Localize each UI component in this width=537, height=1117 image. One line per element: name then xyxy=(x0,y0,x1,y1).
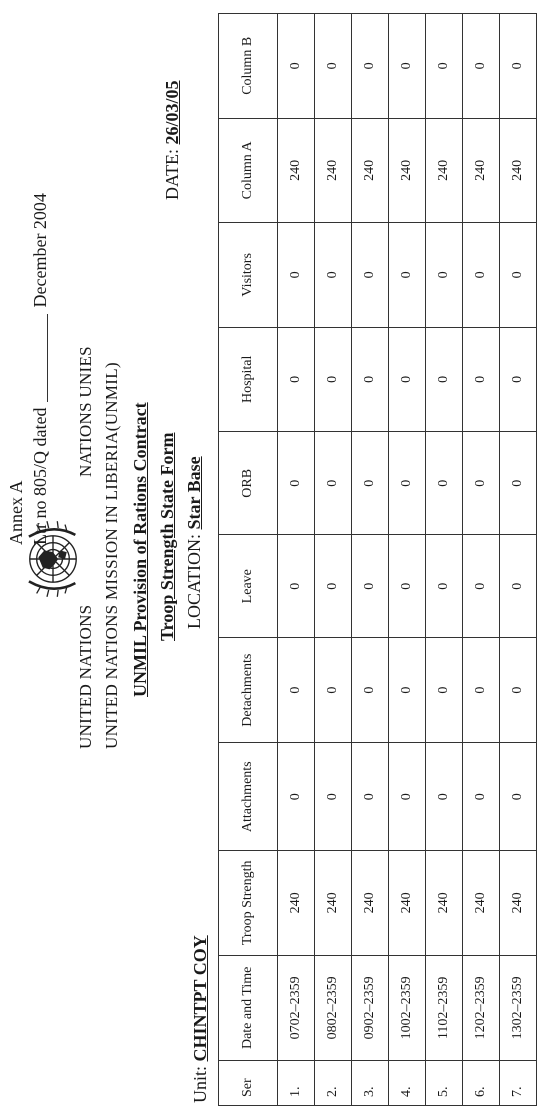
table-cell: 0 xyxy=(389,432,426,535)
table-cell: 240 xyxy=(278,851,315,955)
table-cell: 5. xyxy=(426,1061,463,1106)
column-header: Hospital xyxy=(219,327,278,431)
table-cell: 3. xyxy=(352,1061,389,1106)
table-cell: 0 xyxy=(426,327,463,431)
table-cell: 0 xyxy=(352,535,389,637)
table-cell: 240 xyxy=(500,118,537,222)
table-cell: 0 xyxy=(278,14,315,119)
table-cell: 1102–2359 xyxy=(426,955,463,1061)
table-cell: 0 xyxy=(426,223,463,327)
table-cell: 0 xyxy=(315,535,352,637)
column-header: Detachments xyxy=(219,637,278,743)
table-cell: 0 xyxy=(315,743,352,851)
column-header: Troop Strength xyxy=(219,851,278,955)
org-name-french: NATIONS UNIES xyxy=(76,346,95,477)
table-cell: 0 xyxy=(389,743,426,851)
table-row xyxy=(315,14,352,1106)
table-cell: 0 xyxy=(500,223,537,327)
troop-strength-table xyxy=(218,13,537,1106)
column-header: Visitors xyxy=(219,223,278,327)
table-cell: 0 xyxy=(500,432,537,535)
form-title: Troop Strength State Form xyxy=(157,432,177,641)
table-cell: 0 xyxy=(500,14,537,119)
table-cell: 0 xyxy=(352,743,389,851)
date-label: DATE: xyxy=(162,149,182,200)
table-cell: 0 xyxy=(463,743,500,851)
letter-reference xyxy=(30,193,51,545)
table-row xyxy=(352,14,389,1106)
location-label: LOCATION: xyxy=(184,534,204,629)
table-row xyxy=(500,14,537,1106)
unit-field xyxy=(190,935,211,1103)
table-cell: 0 xyxy=(315,14,352,119)
table-cell: 0 xyxy=(278,432,315,535)
column-header: ORB xyxy=(219,432,278,535)
table-cell: 0 xyxy=(352,637,389,743)
table-cell: 0 xyxy=(463,432,500,535)
date-value: 26/03/05 xyxy=(162,80,182,145)
table-cell: 1202–2359 xyxy=(463,955,500,1061)
table-row xyxy=(278,14,315,1106)
table-cell: 0 xyxy=(315,637,352,743)
table-cell: 0 xyxy=(315,432,352,535)
table-cell: 0 xyxy=(352,223,389,327)
table-cell: 240 xyxy=(500,851,537,955)
table-cell: 0 xyxy=(463,14,500,119)
table-cell: 0 xyxy=(426,743,463,851)
table-cell: 0902–2359 xyxy=(352,955,389,1061)
table-cell: 6. xyxy=(463,1061,500,1106)
letter-number: Ltr no 805/Q dated xyxy=(30,407,50,545)
table-cell: 240 xyxy=(315,851,352,955)
table-cell: 240 xyxy=(278,118,315,222)
table-cell: 0 xyxy=(352,432,389,535)
table-cell: 4. xyxy=(389,1061,426,1106)
column-header: Column B xyxy=(219,14,278,119)
table-cell: 0 xyxy=(389,535,426,637)
table-cell: 1002–2359 xyxy=(389,955,426,1061)
table-cell: 240 xyxy=(463,851,500,955)
table-cell: 0 xyxy=(278,327,315,431)
table-cell: 0 xyxy=(278,535,315,637)
table-cell: 0 xyxy=(352,327,389,431)
table-cell: 7. xyxy=(500,1061,537,1106)
table-cell: 240 xyxy=(463,118,500,222)
table-row xyxy=(426,14,463,1106)
table-cell: 0702–2359 xyxy=(278,955,315,1061)
table-cell: 0 xyxy=(278,743,315,851)
column-header: Attachments xyxy=(219,743,278,851)
column-header: Leave xyxy=(219,535,278,637)
table-cell: 240 xyxy=(426,851,463,955)
unit-label: Unit: xyxy=(190,1065,210,1103)
table-cell: 0 xyxy=(463,637,500,743)
letter-month: December 2004 xyxy=(30,193,50,308)
date-field xyxy=(162,80,183,200)
table-cell: 0 xyxy=(315,327,352,431)
column-header: Ser xyxy=(219,1061,278,1106)
table-cell: 0 xyxy=(426,535,463,637)
table-cell: 240 xyxy=(315,118,352,222)
location-field xyxy=(184,456,205,629)
table-cell: 240 xyxy=(389,851,426,955)
annex-label: Annex A xyxy=(6,480,26,545)
table-row xyxy=(463,14,500,1106)
table-cell: 0 xyxy=(500,637,537,743)
table-cell: 0 xyxy=(463,223,500,327)
unit-value: CHINTPT COY xyxy=(190,935,210,1062)
table-cell: 0 xyxy=(352,14,389,119)
table-cell: 0 xyxy=(315,223,352,327)
table-cell: 0 xyxy=(389,637,426,743)
org-name-english: UNITED NATIONS xyxy=(76,604,95,749)
table-cell: 0 xyxy=(278,637,315,743)
table-body xyxy=(278,14,537,1106)
column-header: Date and Time xyxy=(219,955,278,1061)
table-cell: 0 xyxy=(500,535,537,637)
table-cell: 0 xyxy=(426,14,463,119)
table-cell: 0 xyxy=(500,327,537,431)
table-cell: 240 xyxy=(352,851,389,955)
contract-title: UNMIL Provision of Rations Contract xyxy=(130,402,150,697)
table-cell: 0 xyxy=(389,14,426,119)
table-row xyxy=(389,14,426,1106)
table-cell: 0 xyxy=(278,223,315,327)
date-blank-line xyxy=(47,314,48,402)
column-header: Column A xyxy=(219,118,278,222)
table-cell: 240 xyxy=(426,118,463,222)
table-cell: 240 xyxy=(352,118,389,222)
table-cell: 0 xyxy=(389,223,426,327)
location-value: Star Base xyxy=(184,456,204,530)
table-cell: 0 xyxy=(500,743,537,851)
table-cell: 2. xyxy=(315,1061,352,1106)
table-cell: 0 xyxy=(463,535,500,637)
mission-name: UNITED NATIONS MISSION IN LIBERIA(UNMIL) xyxy=(102,362,121,749)
table-cell: 240 xyxy=(389,118,426,222)
table-cell: 0802–2359 xyxy=(315,955,352,1061)
table-cell: 0 xyxy=(426,637,463,743)
table-cell: 1. xyxy=(278,1061,315,1106)
table-cell: 0 xyxy=(389,327,426,431)
table-header-row xyxy=(219,14,278,1106)
table-cell: 0 xyxy=(463,327,500,431)
table-cell: 1302–2359 xyxy=(500,955,537,1061)
table-cell: 0 xyxy=(426,432,463,535)
